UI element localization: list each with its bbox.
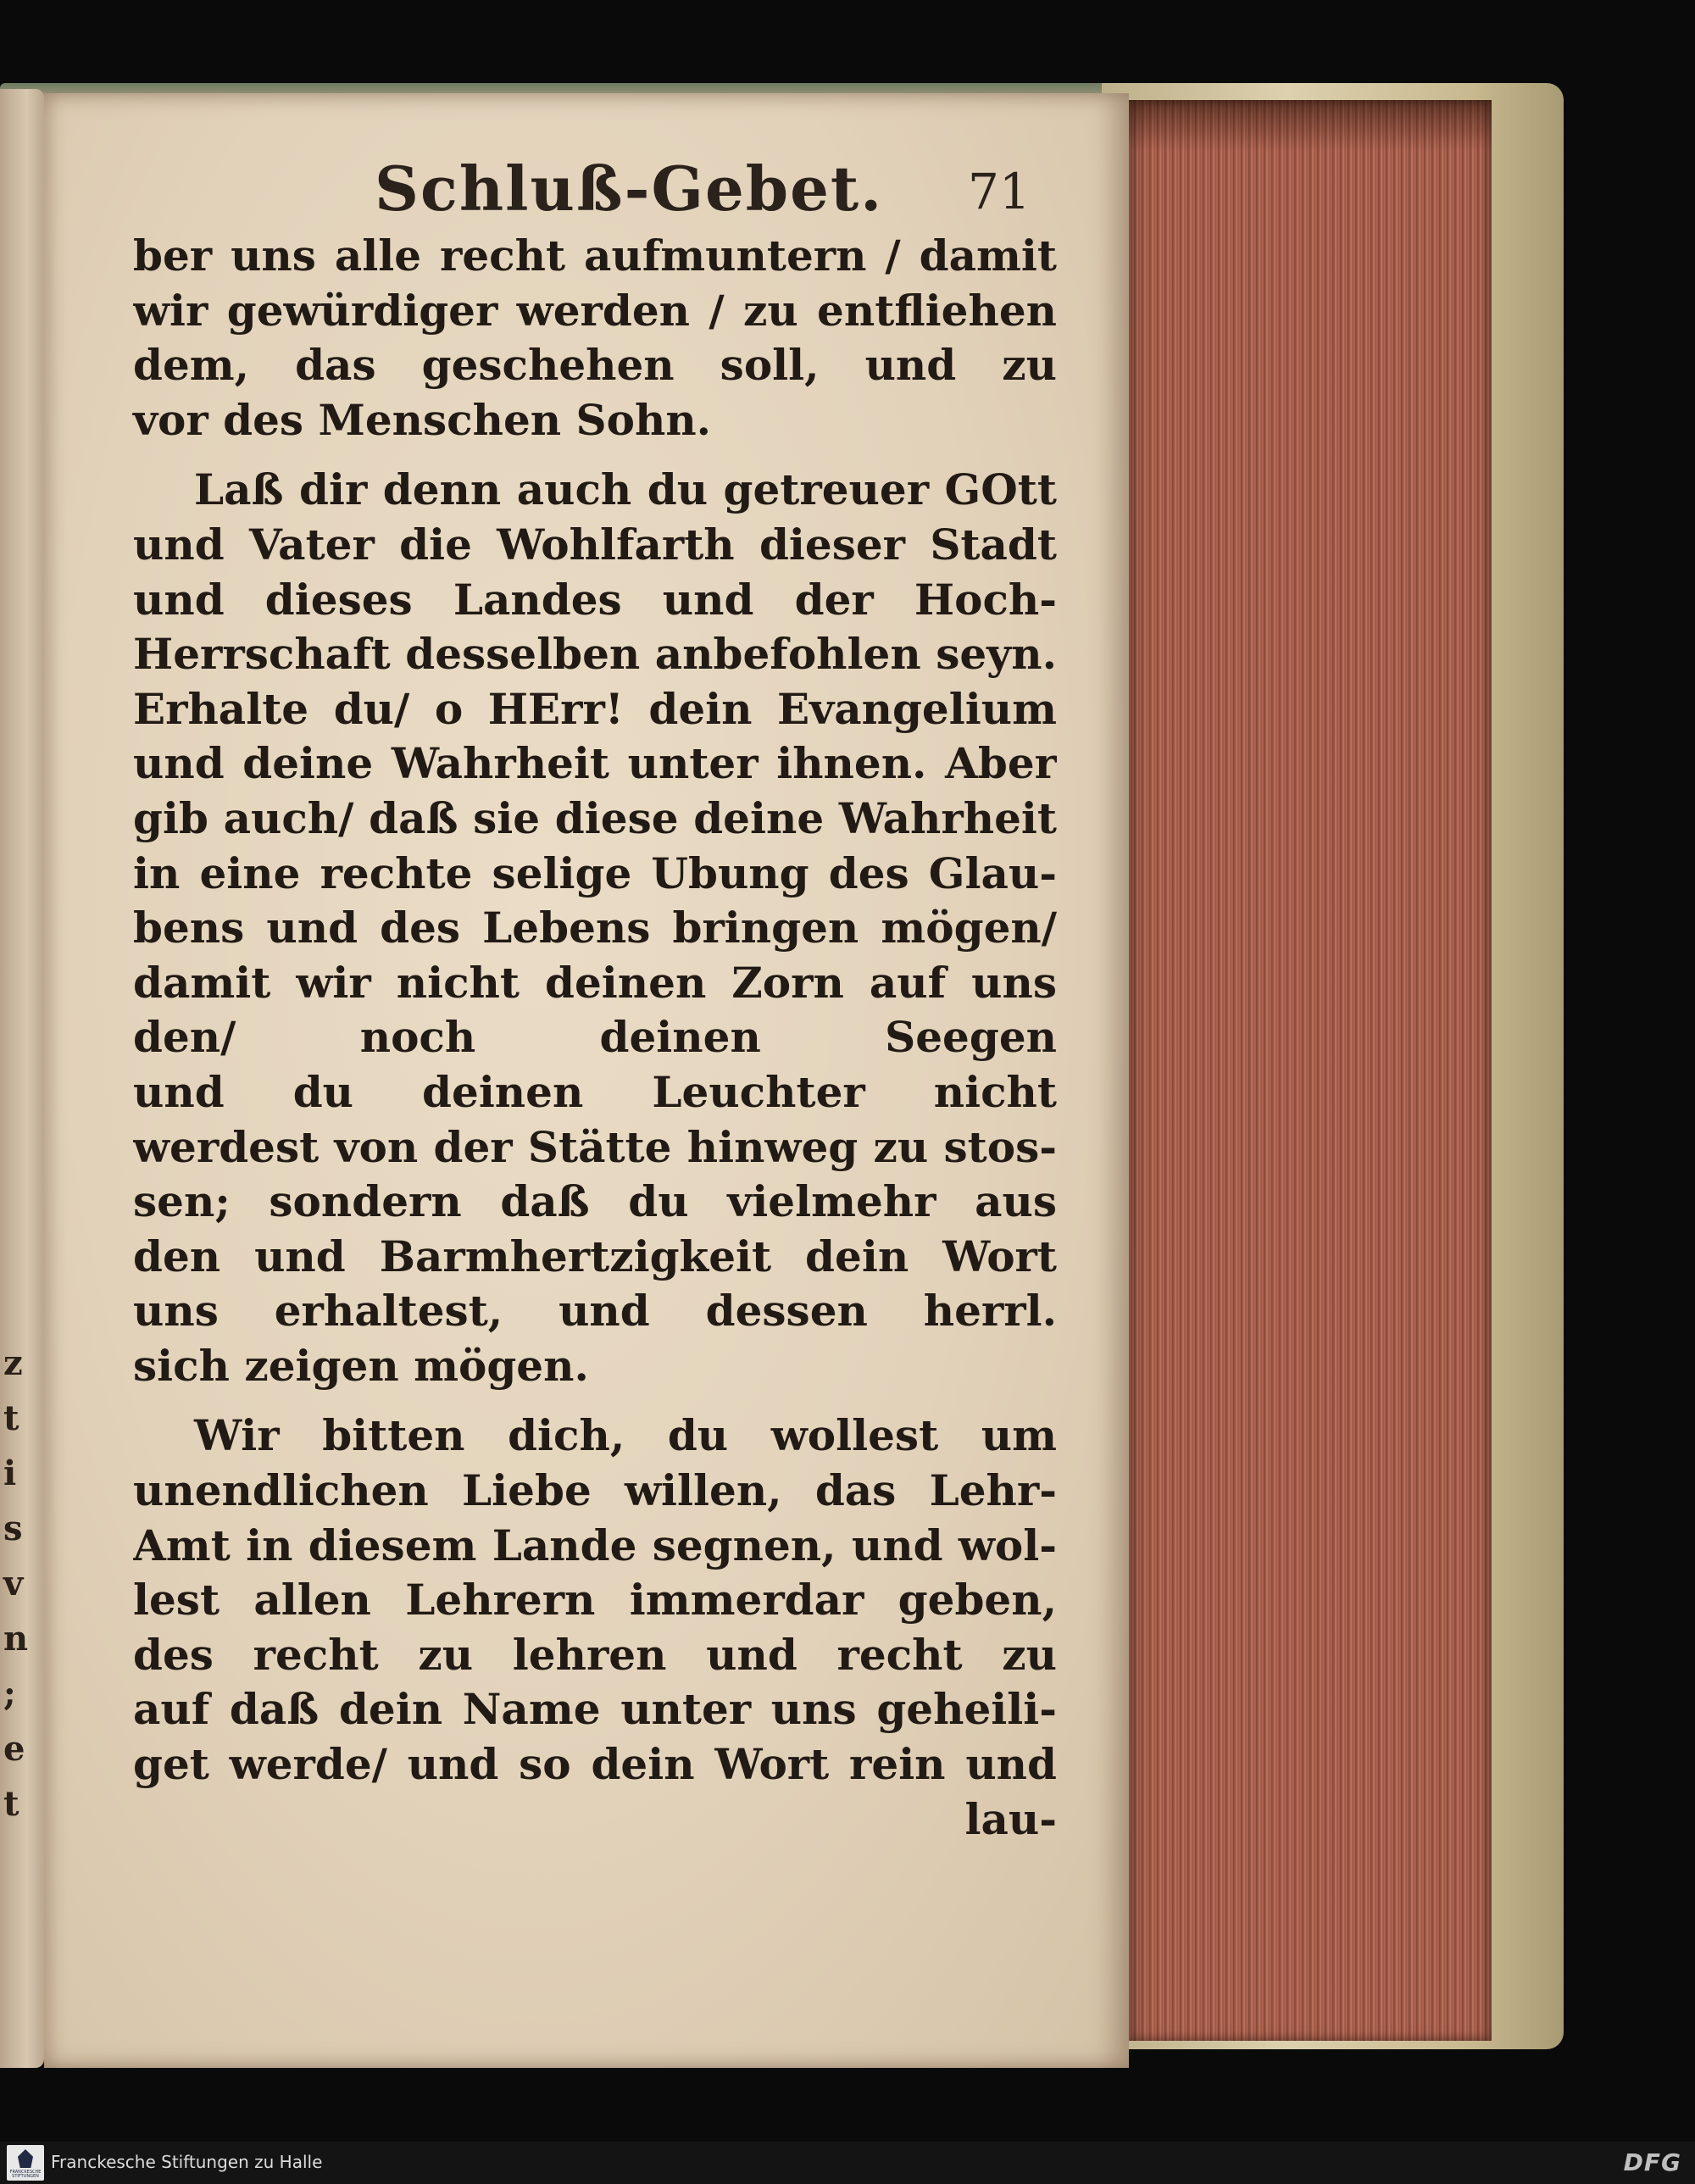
text-line: und deine Wahrheit unter ihnen. Aber — [133, 738, 1057, 789]
text-line: Erhalte du/ o HErr! dein Evangelium — [133, 683, 1057, 734]
left-page-fragment: ; — [3, 1674, 16, 1714]
left-page-fragment: e — [3, 1729, 25, 1769]
text-line: und Vater die Wohlfarth dieser Stadt — [133, 519, 1057, 570]
catchword: lau- — [964, 1793, 1057, 1844]
footer-bar — [0, 2142, 1695, 2184]
text-line: sen; sondern daß du vielmehr aus — [133, 1176, 1057, 1227]
text-line: Herrschaft desselben anbefohlen seyn. — [133, 629, 1057, 680]
text-line: werdest von der Stätte hinweg zu stos- — [133, 1121, 1057, 1172]
text-line: in eine rechte selige Ubung des Glau- — [133, 847, 1057, 898]
text-line: damit wir nicht deinen Zorn auf uns — [133, 957, 1057, 1008]
text-line: unendlichen Liebe willen, das Lehr- — [133, 1465, 1057, 1516]
left-page-fragment: t — [3, 1784, 19, 1824]
text-line: und dieses Landes und der Hoch- — [133, 574, 1057, 625]
page-number: 71 — [968, 163, 1031, 220]
text-line: sich zeigen mögen. — [133, 1340, 589, 1391]
text-line: get werde/ und so dein Wort rein und — [133, 1739, 1057, 1790]
left-page-fragment: v — [3, 1564, 24, 1603]
institution-name: Franckesche Stiftungen zu Halle — [51, 2152, 323, 2172]
book-page — [44, 93, 1129, 2068]
text-line: ber uns alle recht aufmuntern / damit — [133, 231, 1057, 281]
body-text — [133, 229, 1057, 1847]
text-line: dem, das geschehen soll, und zu — [133, 340, 1057, 391]
dfg-logo: DFG — [1623, 2148, 1681, 2176]
text-line: lest allen Lehrern immerdar geben, — [133, 1575, 1057, 1625]
left-page-fragment: s — [3, 1509, 23, 1548]
text-line: auf daß dein Name unter uns geheili- — [133, 1684, 1057, 1735]
text-line: Laß dir denn auch du getreuer GOtt — [194, 464, 1057, 515]
text-line: gib auch/ daß sie diese deine Wahrheit — [133, 792, 1057, 843]
text-line: und du deinen Leuchter nicht — [133, 1066, 1057, 1117]
left-page-fragment: n — [3, 1619, 29, 1659]
text-line: den und Barmhertzigkeit dein Wort — [133, 1231, 1057, 1281]
running-title: Schluß-Gebet. — [375, 153, 884, 225]
text-line: des recht zu lehren und recht zu — [133, 1629, 1057, 1680]
left-page-fragment: t — [3, 1398, 19, 1438]
left-page-edge — [0, 89, 44, 2068]
text-line: uns erhaltest, und dessen herrl. — [133, 1286, 1057, 1337]
institution-logo-icon — [7, 2145, 44, 2181]
text-line: Wir bitten dich, du wollest um — [194, 1410, 1057, 1461]
text-line: wir gewürdiger werden / zu entfliehen — [133, 285, 1057, 336]
text-line: Amt in diesem Lande segnen, und wol- — [133, 1520, 1057, 1570]
text-line: vor des Menschen Sohn. — [133, 394, 712, 445]
page-block-edges — [1127, 100, 1492, 2041]
left-page-fragment: i — [3, 1453, 17, 1493]
logo-text: FRANCKESCHE STIFTUNGEN — [9, 2170, 42, 2179]
text-line: den/ noch deinen Seegen — [133, 1012, 1057, 1063]
page-header — [44, 144, 1129, 237]
left-page-fragment: z — [3, 1343, 23, 1383]
text-line: bens und des Lebens bringen mögen/ — [133, 903, 1057, 953]
